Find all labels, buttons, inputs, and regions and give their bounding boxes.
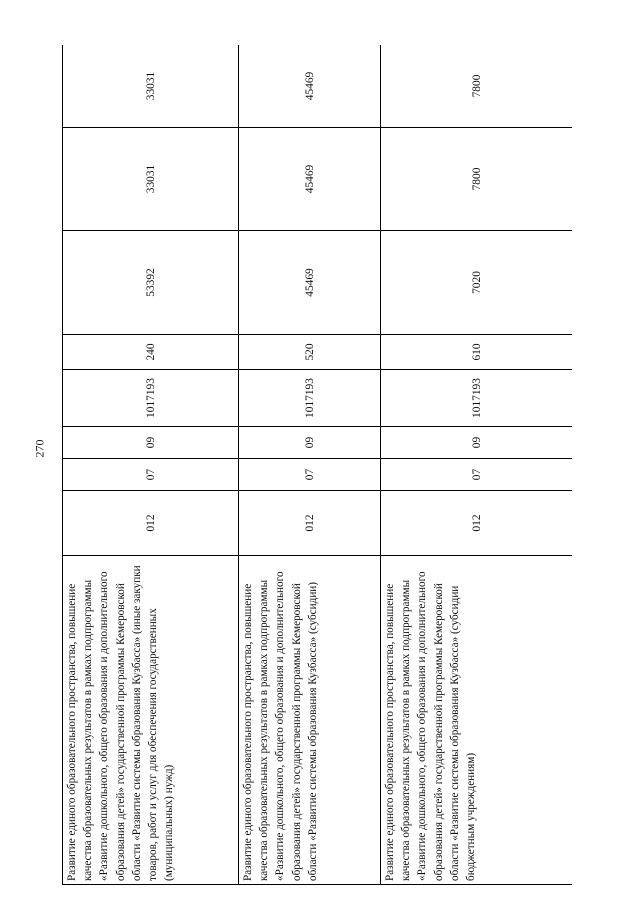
expense-type-cell: 240 [63,335,239,370]
subsection-code-cell: 09 [239,427,381,459]
ministry-code-cell: 012 [63,491,239,556]
amount-year-3-cell: 7800 [381,45,573,128]
table-row [381,45,573,885]
subsection-code-cell: 09 [381,427,573,459]
amount-year-1-cell: 53392 [63,231,239,335]
amount-year-2-cell: 33031 [63,128,239,231]
table-row [63,45,239,885]
amount-year-1-cell: 45469 [239,231,381,335]
target-article-cell: 1017193 [63,370,239,427]
page-number [30,435,50,461]
rotated-table-frame [62,45,572,885]
ministry-code-cell: 012 [381,491,573,556]
amount-year-2-cell: 7800 [381,128,573,231]
ministry-code-cell: 012 [239,491,381,556]
budget-table [62,45,572,885]
page-number-text: 270 [32,439,47,457]
target-article-cell: 1017193 [239,370,381,427]
table-row [239,45,381,885]
amount-year-3-cell: 45469 [239,45,381,128]
amount-year-1-cell: 7020 [381,231,573,335]
target-article-cell: 1017193 [381,370,573,427]
amount-year-2-cell: 45469 [239,128,381,231]
section-code-cell: 07 [63,459,239,491]
budget-table-container [62,45,572,885]
section-code-cell: 07 [381,459,573,491]
description-cell: Развитие единого образовательного пространства, повышение качества образовательных результатов в рамках подпрограммы «Развитие дошкольного, общего образования и дополнительного образования детей» государственной программы Кемеровской области «Развитие системы образования Кузбасса» (субсидии) [239,556,381,885]
description-cell: Развитие единого образовательного пространства, повышение качества образовательных результатов в рамках подпрограммы «Развитие дошкольного, общего образования и дополнительного образования детей» государственной программы Кемеровской области «Развитие системы образования Кузбасса» (субсидии бюджетным учреждениям) [381,556,573,885]
expense-type-cell: 610 [381,335,573,370]
description-cell: Развитие единого образовательного пространства, повышение качества образовательных результатов в рамках подпрограммы «Развитие дошкольного, общего образования и дополнительного образования детей» государственной программы Кемеровской области «Развитие системы образования Кузбасса» (иные закупки товаров, работ и услуг для обеспечения государственных (муниципальных) нужд) [63,556,239,885]
expense-type-cell: 520 [239,335,381,370]
subsection-code-cell: 09 [63,427,239,459]
section-code-cell: 07 [239,459,381,491]
amount-year-3-cell: 33031 [63,45,239,128]
